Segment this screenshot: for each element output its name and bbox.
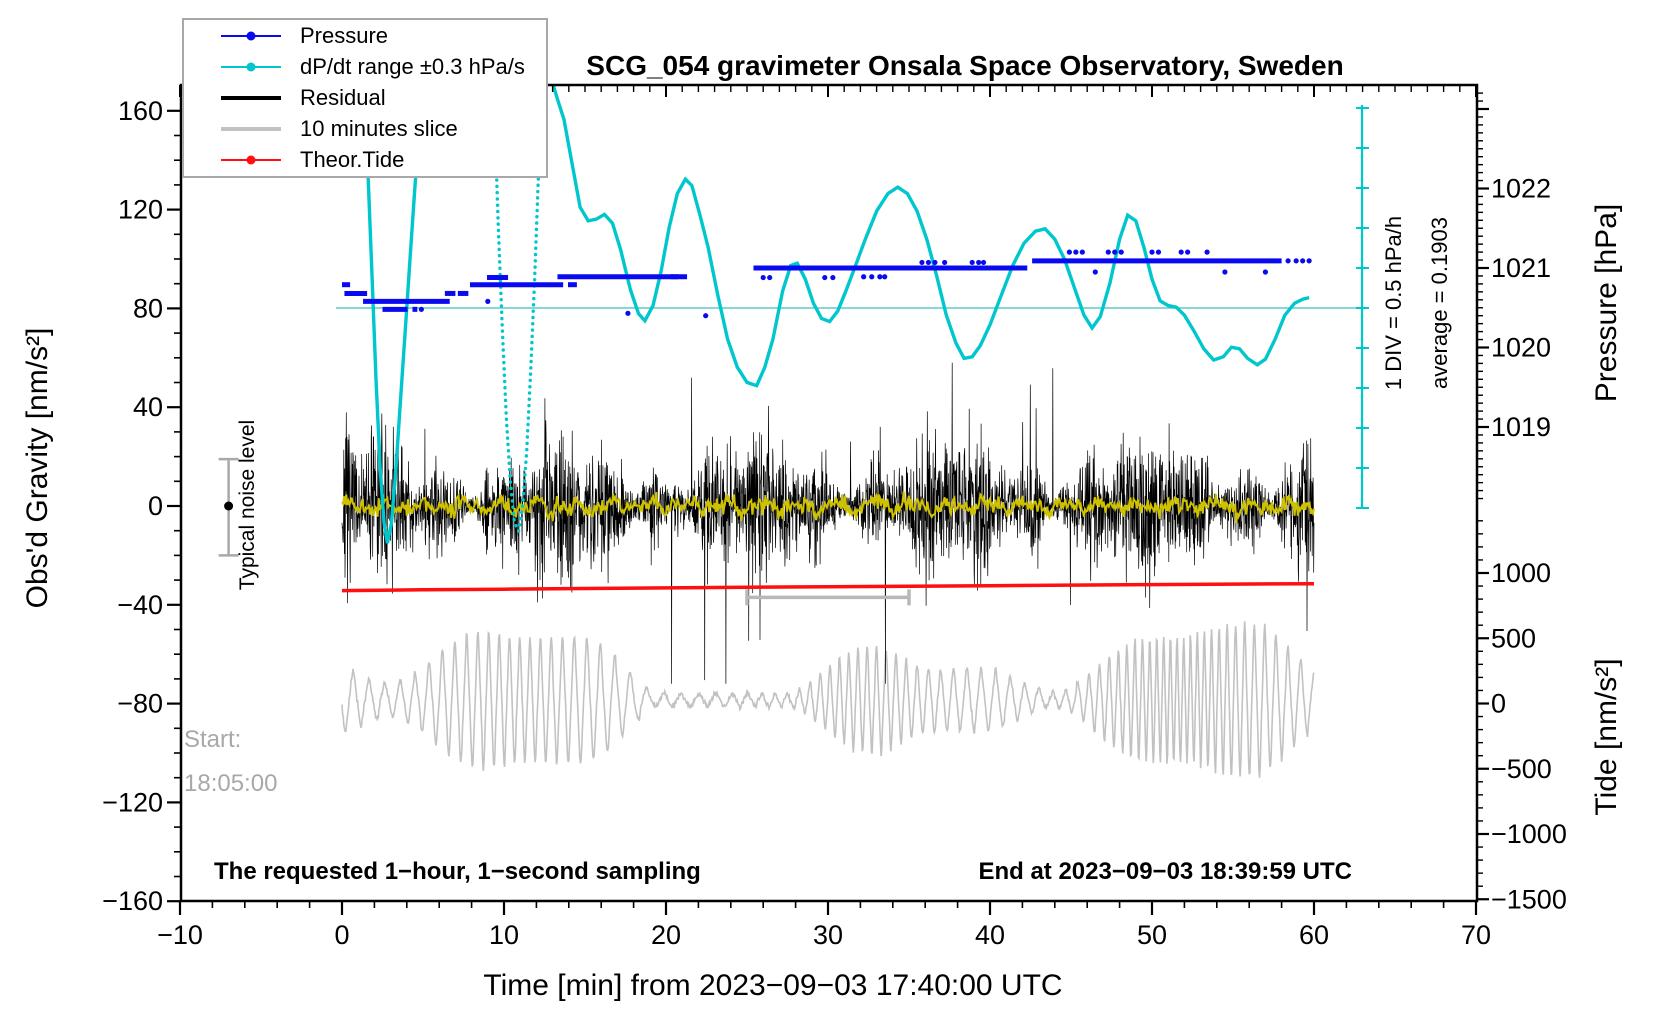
x-tick-label: −10 <box>157 920 203 950</box>
gravity-tick-label: −80 <box>117 688 163 719</box>
end-time-note: End at 2023−09−03 18:39:59 UTC <box>978 858 1352 885</box>
pressure-dot <box>1067 250 1072 255</box>
pressure-dot <box>1300 258 1305 263</box>
pressure-dot <box>1156 250 1161 255</box>
pressure-dot <box>877 274 882 279</box>
x-tick-label: 70 <box>1460 920 1492 950</box>
gravity-tick-label: 160 <box>117 95 163 126</box>
pressure-dot <box>926 260 931 265</box>
gravity-tick-label: 0 <box>147 491 163 521</box>
pressure-dot <box>1106 250 1111 255</box>
tide-tick-label: −1000 <box>1491 819 1567 849</box>
legend-item-residual <box>184 83 546 112</box>
pressure-dot <box>703 313 708 318</box>
dpdt-series <box>549 67 1310 385</box>
slice-bracket <box>747 589 909 605</box>
pressure-tick-label: 1020 <box>1491 332 1552 363</box>
tide-tick-label: 1000 <box>1491 558 1552 588</box>
pressure-tick-label: 1019 <box>1491 412 1552 442</box>
pressure-dot <box>919 260 924 265</box>
tide-tick-label: 500 <box>1491 623 1537 654</box>
legend-item-slice <box>184 114 546 143</box>
legend-item-tide <box>184 145 546 174</box>
y-axis-label-pressure: Pressure [hPa] <box>1590 203 1623 403</box>
legend-item-dpdt <box>184 53 546 82</box>
x-tick-label: 0 <box>334 920 350 950</box>
sampling-note: The requested 1−hour, 1−second sampling <box>214 858 701 885</box>
legend-label: Residual <box>300 84 386 110</box>
pressure-dot <box>1294 258 1299 263</box>
y-axis-label-tide: Tide [nm/s²] <box>1590 658 1623 816</box>
pressure-dot <box>625 311 630 316</box>
pressure-dot <box>882 274 887 279</box>
dpdt-scale-axis <box>1356 105 1369 508</box>
page-title: SCG_054 gravimeter Onsala Space Observatory, Sweden <box>586 50 1344 81</box>
tide-tick-label: −500 <box>1491 753 1552 784</box>
dpdt-line-icon <box>221 62 281 72</box>
pressure-dot <box>1149 250 1154 255</box>
pressure-dot <box>1119 250 1124 255</box>
gravity-tick-label: −120 <box>102 787 163 818</box>
gravity-tick-label: 80 <box>132 293 163 324</box>
pressure-dot <box>767 275 772 280</box>
pressure-dot <box>970 260 975 265</box>
pressure-dot <box>861 274 866 279</box>
pressure-line-icon <box>221 31 281 41</box>
legend-label: Theor.Tide <box>300 146 405 172</box>
slice-series <box>342 621 1314 778</box>
legend-label: Pressure <box>300 23 389 49</box>
pressure-dot <box>1185 250 1190 255</box>
pressure-dot <box>1080 250 1085 255</box>
gravity-tick-label: 40 <box>132 392 163 423</box>
pressure-dot <box>1285 258 1290 263</box>
start-label: Start: <box>184 726 242 753</box>
pressure-dot <box>981 260 986 265</box>
average-note: average = 0.1903 <box>1427 217 1452 389</box>
typical-noise-label: Typical noise level <box>236 419 259 591</box>
y-axis-label-gravity: Obs'd Gravity [nm/s²] <box>21 327 54 609</box>
pressure-dot <box>1073 250 1078 255</box>
start-time: 18:05:00 <box>184 770 278 797</box>
pressure-dot <box>1307 258 1312 263</box>
pressure-dot <box>869 274 874 279</box>
theor-tide-series <box>342 584 1314 591</box>
residual-line-icon <box>221 93 281 103</box>
pressure-dot <box>830 275 835 280</box>
pressure-tick-label: 1022 <box>1491 173 1552 204</box>
legend-label: dP/dt range ±0.3 hPa/s <box>300 54 525 80</box>
pressure-dot <box>932 260 937 265</box>
div-scale-note: 1 DIV = 0.5 hPa/h <box>1381 215 1406 391</box>
x-tick-label: 60 <box>1298 920 1330 950</box>
pressure-dot <box>1204 250 1209 255</box>
pressure-dot <box>1179 250 1184 255</box>
gravity-tick-label: 120 <box>117 194 163 225</box>
pressure-dot <box>419 307 424 312</box>
tide-tick-label: −1500 <box>1491 884 1567 915</box>
pressure-dot <box>822 275 827 280</box>
x-tick-label: 50 <box>1136 920 1168 950</box>
legend-label: 10 minutes slice <box>300 115 458 141</box>
legend-item-pressure <box>184 22 546 51</box>
pressure-dot <box>1093 269 1098 274</box>
x-tick-label: 10 <box>488 920 520 950</box>
pressure-dot <box>1263 269 1268 274</box>
tide-tick-label: 0 <box>1491 688 1507 719</box>
x-tick-label: 30 <box>812 920 844 950</box>
x-tick-label: 20 <box>650 920 682 950</box>
pressure-tick-label: 1021 <box>1491 253 1552 283</box>
pressure-dot <box>761 275 766 280</box>
gravity-tick-label: −40 <box>117 589 163 620</box>
tide-line-icon <box>221 155 281 165</box>
pressure-dot <box>942 260 947 265</box>
pressure-dot <box>485 299 490 304</box>
gravity-tick-label: −160 <box>102 886 163 917</box>
pressure-dot <box>1112 250 1117 255</box>
legend-box <box>182 18 548 178</box>
pressure-dot <box>1222 269 1227 274</box>
x-tick-label: 40 <box>974 920 1006 950</box>
pressure-dot <box>976 260 981 265</box>
slice-line-icon <box>221 124 281 134</box>
x-axis-label: Time [min] from 2023−09−03 17:40:00 UTC <box>483 969 1063 1002</box>
